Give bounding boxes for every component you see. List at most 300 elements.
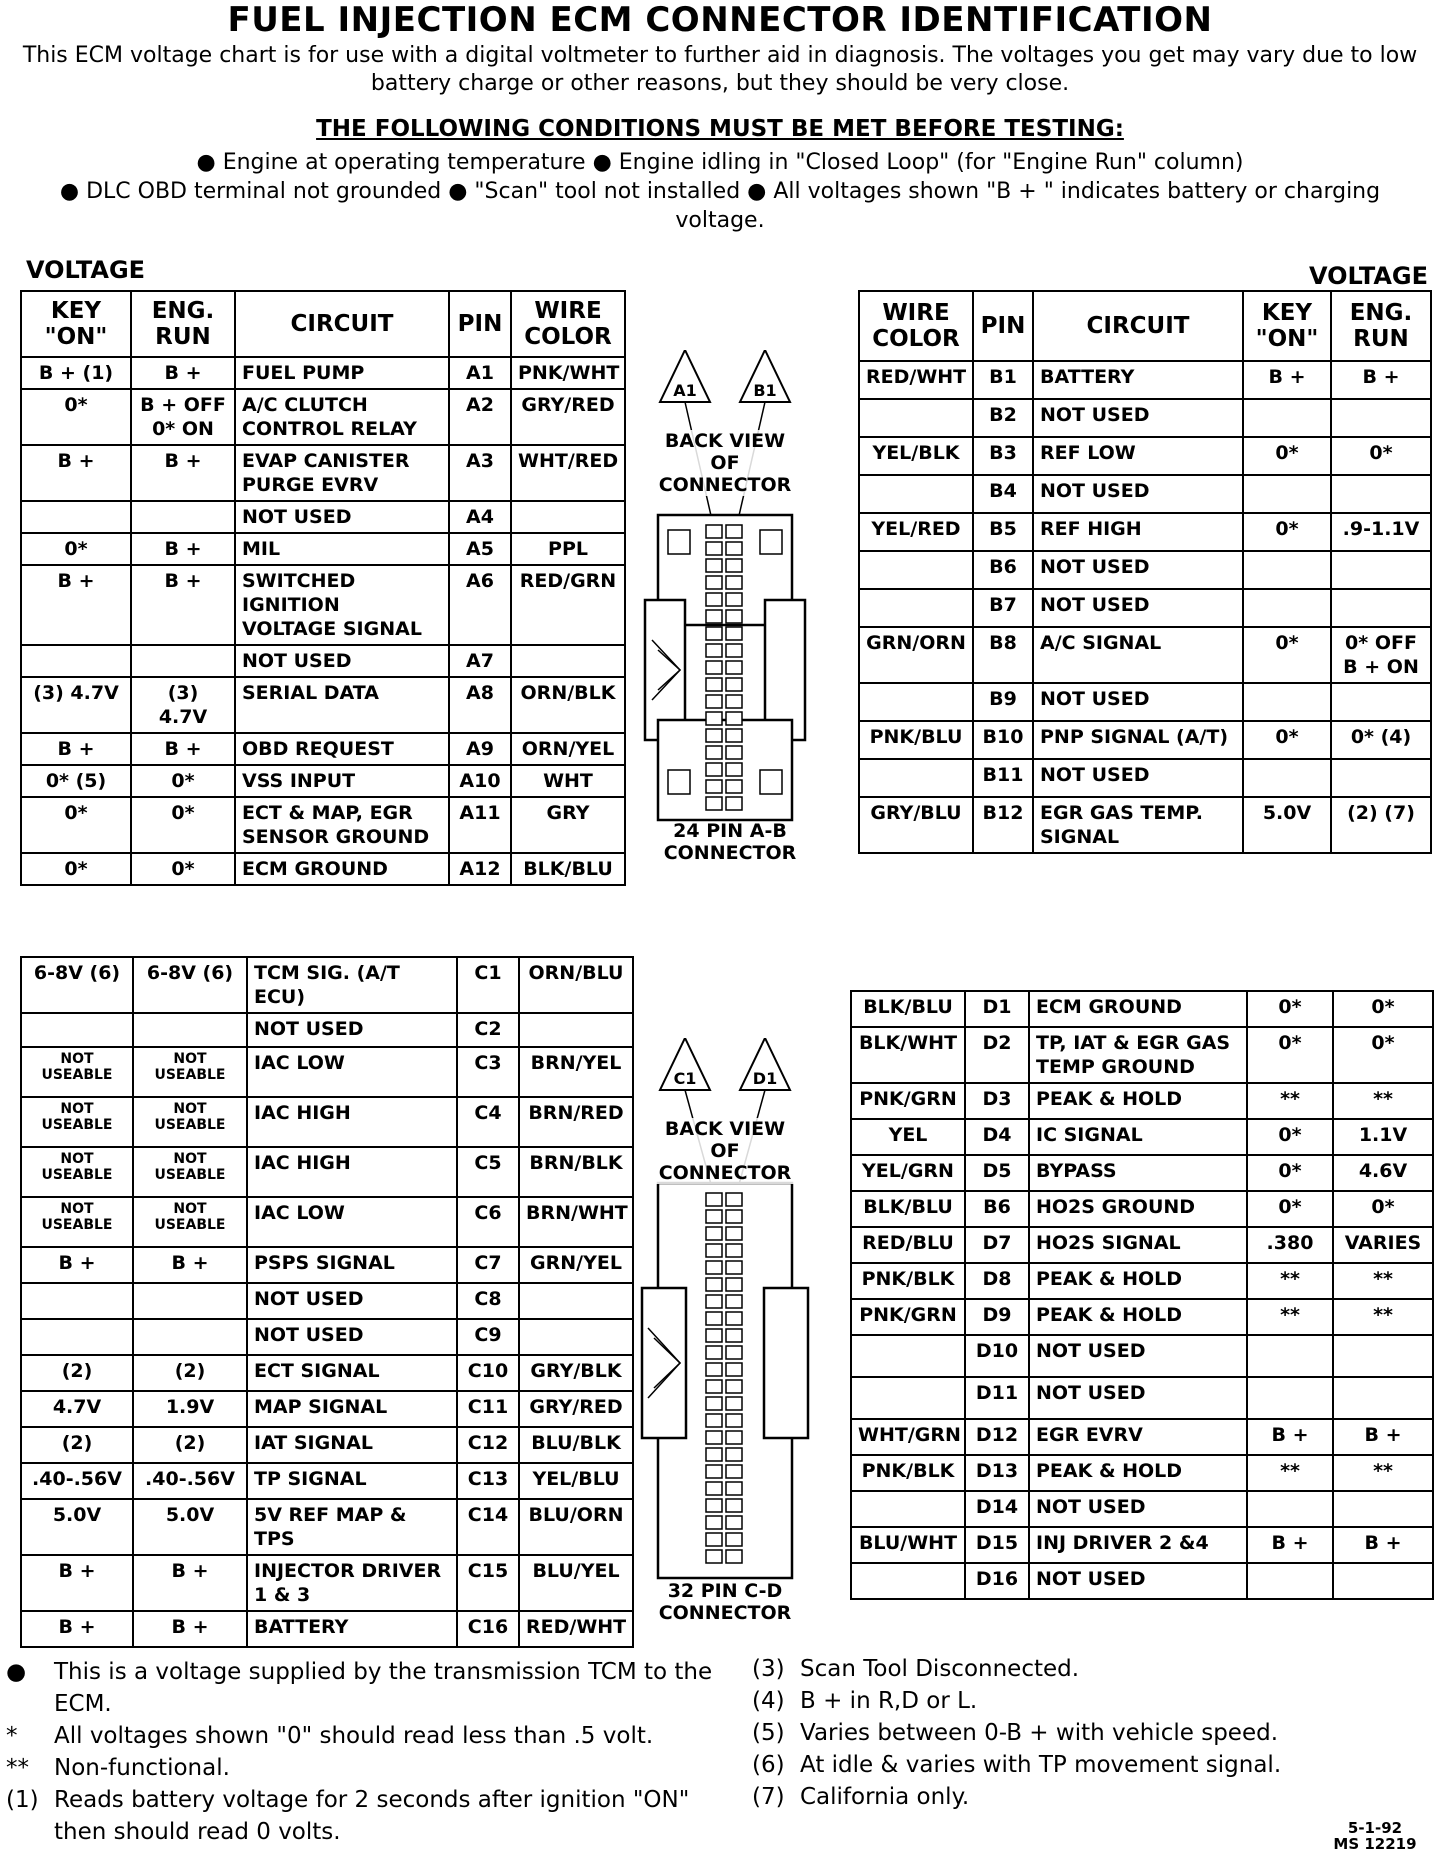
cell-wire-color [859, 683, 973, 721]
footnotes-left [6, 1656, 716, 1848]
cell-pin: B2 [973, 399, 1033, 437]
cell-pin: A9 [449, 733, 511, 765]
table-row [21, 645, 625, 677]
cell-circuit: EGR GAS TEMP. SIGNAL [1033, 797, 1243, 853]
connector-ab-diagram [640, 350, 840, 850]
connector-cd-pin-right: D1 [752, 1069, 778, 1088]
connector-pin-cavity [706, 627, 722, 640]
cell-key-on: .380 [1247, 1227, 1333, 1263]
table-row [21, 1499, 633, 1555]
cell-circuit: BYPASS [1029, 1155, 1247, 1191]
cell-pin: D5 [965, 1155, 1029, 1191]
cell-key-on [21, 501, 131, 533]
cell-eng-run [131, 645, 235, 677]
cell-pin: A7 [449, 645, 511, 677]
stamp-code: MS 12219 [1333, 1835, 1417, 1853]
cell-pin: D3 [965, 1083, 1029, 1119]
cell-eng-run: 4.6V [1333, 1155, 1433, 1191]
cell-wire-color: BLU/WHT [851, 1527, 965, 1563]
cell-eng-run [1331, 399, 1431, 437]
cell-key-on: (3) 4.7V [21, 677, 131, 733]
connector-pin-cavity [706, 661, 722, 674]
cell-pin: B12 [973, 797, 1033, 853]
header-circuit: CIRCUIT [235, 291, 449, 357]
table-row [21, 853, 625, 885]
cell-pin: D4 [965, 1119, 1029, 1155]
table-row [851, 991, 1433, 1027]
table-row [21, 1427, 633, 1463]
cell-wire-color: GRN/ORN [859, 627, 973, 683]
footnote-text: Non-functional. [54, 1755, 230, 1781]
connector-pin-cavity [726, 1499, 742, 1512]
cell-pin: C7 [457, 1247, 519, 1283]
cell-key-on: B + [21, 1555, 133, 1611]
footnote [752, 1749, 1392, 1781]
connector-pin-cavity [706, 678, 722, 691]
table-row [859, 475, 1431, 513]
cell-eng-run [1331, 475, 1431, 513]
header-wire-color: WIRE COLOR [859, 291, 973, 361]
cell-pin: B6 [973, 551, 1033, 589]
table-row [21, 357, 625, 389]
cell-eng-run: 0* OFF B + ON [1331, 627, 1431, 683]
cell-key-on [1247, 1377, 1333, 1419]
cell-eng-run: B + [1331, 361, 1431, 399]
connector-pin-cavity [706, 1278, 722, 1291]
cell-circuit: IAC HIGH [247, 1097, 457, 1147]
connector-pin-cavity [726, 644, 742, 657]
cell-circuit: NOT USED [1029, 1563, 1247, 1599]
cell-pin: B5 [973, 513, 1033, 551]
cell-key-on [1247, 1335, 1333, 1377]
cell-wire-color: WHT/RED [511, 445, 625, 501]
table-row [21, 1197, 633, 1247]
cell-key-on: 0* [21, 797, 131, 853]
cell-circuit: A/C CLUTCH CONTROL RELAY [235, 389, 449, 445]
footnote [752, 1717, 1392, 1749]
cell-eng-run: ** [1333, 1083, 1433, 1119]
connector-pin-cavity [706, 729, 722, 742]
cell-key-on: 0* (5) [21, 765, 131, 797]
cell-wire-color: RED/WHT [519, 1611, 633, 1647]
cell-eng-run [1331, 683, 1431, 721]
cell-circuit: IAC LOW [247, 1197, 457, 1247]
page-title: FUEL INJECTION ECM CONNECTOR IDENTIFICATION [227, 0, 1213, 40]
footnote-text: All voltages shown "0" should read less than .5 volt. [54, 1723, 654, 1749]
table-row [851, 1377, 1433, 1419]
cell-pin: C3 [457, 1047, 519, 1097]
connector-pin-cavity [706, 1244, 722, 1257]
cell-circuit: INJECTOR DRIVER 1 & 3 [247, 1555, 457, 1611]
connector-pin-cavity [706, 1363, 722, 1376]
footnote-text: Scan Tool Disconnected. [800, 1656, 1080, 1682]
connector-pin-cavity [726, 1397, 742, 1410]
cell-pin: C4 [457, 1097, 519, 1147]
cell-key-on: 5.0V [21, 1499, 133, 1555]
footnote-mark: * [6, 1723, 18, 1749]
table-row [859, 683, 1431, 721]
cell-circuit: NOT USED [235, 501, 449, 533]
connector-pin-cavity [726, 1550, 742, 1563]
cell-circuit: OBD REQUEST [235, 733, 449, 765]
cell-wire-color: RED/BLU [851, 1227, 965, 1263]
cell-eng-run [1333, 1377, 1433, 1419]
conditions-heading: THE FOLLOWING CONDITIONS MUST BE MET BEFORE TESTING: [316, 116, 1124, 142]
table-row [21, 1355, 633, 1391]
cell-circuit: NOT USED [247, 1013, 457, 1047]
cell-wire-color: BRN/RED [519, 1097, 633, 1147]
cell-pin: A8 [449, 677, 511, 733]
cell-pin: A11 [449, 797, 511, 853]
cell-key-on: 5.0V [1243, 797, 1331, 853]
cell-wire-color: PNK/WHT [511, 357, 625, 389]
cell-eng-run: 6-8V (6) [133, 957, 247, 1013]
document-stamp [1320, 1820, 1430, 1852]
cell-circuit: SWITCHED IGNITION VOLTAGE SIGNAL [235, 565, 449, 645]
cell-key-on: B + [1247, 1419, 1333, 1455]
connector-pin-cavity [726, 610, 742, 623]
connector-pin-cavity [726, 1244, 742, 1257]
cell-pin: D15 [965, 1527, 1029, 1563]
connector-pin-cavity [706, 1414, 722, 1427]
cell-key-on [1243, 759, 1331, 797]
footnote-mark: (1) [6, 1787, 39, 1813]
cell-circuit: MIL [235, 533, 449, 565]
table-row [21, 1047, 633, 1097]
cell-circuit: ECM GROUND [1029, 991, 1247, 1027]
connector-pin-cavity [726, 729, 742, 742]
cell-wire-color: WHT/GRN [851, 1419, 965, 1455]
cell-key-on: NOT USEABLE [21, 1047, 133, 1097]
cell-eng-run: 1.9V [133, 1391, 247, 1427]
cell-pin: A12 [449, 853, 511, 885]
table-row [851, 1227, 1433, 1263]
cell-key-on: 0* [1247, 991, 1333, 1027]
cell-circuit: PSPS SIGNAL [247, 1247, 457, 1283]
cell-key-on: 0* [21, 853, 131, 885]
cell-eng-run: B + [131, 565, 235, 645]
footnote-text: At idle & varies with TP movement signal. [800, 1752, 1282, 1778]
cell-eng-run: B + [131, 533, 235, 565]
cell-circuit: HO2S GROUND [1029, 1191, 1247, 1227]
cell-circuit: 5V REF MAP & TPS [247, 1499, 457, 1555]
cell-wire-color [859, 399, 973, 437]
connector-pin-cavity [706, 1448, 722, 1461]
connector-cd-back-view: BACK VIEW OF CONNECTOR [640, 1118, 810, 1184]
cell-pin: C12 [457, 1427, 519, 1463]
table-row [21, 533, 625, 565]
cell-wire-color: GRY/RED [519, 1391, 633, 1427]
cell-circuit: BATTERY [247, 1611, 457, 1647]
intro-text: This ECM voltage chart is for use with a digital voltmeter to further aid in diagnosis. The voltages you get may vary due to low battery charge or other reasons, but they should be very close. [22, 43, 1418, 96]
connector-ab-drawing [640, 350, 840, 850]
header-eng-run: ENG. RUN [131, 291, 235, 357]
connector-ab-pin-left: A1 [673, 381, 697, 400]
connector-pin-cavity [706, 1329, 722, 1342]
table-row [851, 1527, 1433, 1563]
cell-circuit: PNP SIGNAL (A/T) [1033, 721, 1243, 759]
table-row [21, 733, 625, 765]
cell-wire-color: YEL/BLU [519, 1463, 633, 1499]
cell-wire-color: PNK/BLK [851, 1263, 965, 1299]
cell-key-on [1243, 551, 1331, 589]
connector-pin-cavity [726, 1329, 742, 1342]
cell-circuit: MAP SIGNAL [247, 1391, 457, 1427]
cell-eng-run [1333, 1491, 1433, 1527]
footnote-text: California only. [800, 1784, 970, 1810]
cell-key-on: 0* [1247, 1191, 1333, 1227]
cell-pin: D9 [965, 1299, 1029, 1335]
connector-pin-cavity [726, 712, 742, 725]
cell-eng-run: 5.0V [133, 1499, 247, 1555]
cell-circuit: FUEL PUMP [235, 357, 449, 389]
cell-eng-run: B + [1333, 1527, 1433, 1563]
connector-cd-diagram [640, 1038, 840, 1598]
cell-eng-run: (2) [133, 1355, 247, 1391]
cell-key-on [1247, 1563, 1333, 1599]
cell-key-on: (2) [21, 1355, 133, 1391]
cell-wire-color: RED/GRN [511, 565, 625, 645]
connector-pin-cavity [726, 1414, 742, 1427]
cell-circuit: TP, IAT & EGR GAS TEMP GROUND [1029, 1027, 1247, 1083]
cell-wire-color: YEL/RED [859, 513, 973, 551]
connector-pin-cavity [706, 1380, 722, 1393]
cell-circuit: IC SIGNAL [1029, 1119, 1247, 1155]
cell-pin: A1 [449, 357, 511, 389]
table-row [859, 589, 1431, 627]
cell-key-on: B + (1) [21, 357, 131, 389]
cell-circuit: IAC LOW [247, 1047, 457, 1097]
connector-pin-cavity [706, 797, 722, 810]
header-wire-color: WIRE COLOR [511, 291, 625, 357]
cell-key-on: 0* [1243, 627, 1331, 683]
cell-pin: D10 [965, 1335, 1029, 1377]
table-row [851, 1191, 1433, 1227]
connector-cd-pin-left: C1 [673, 1069, 697, 1088]
cell-key-on: 0* [1243, 437, 1331, 475]
table-row [851, 1335, 1433, 1377]
cell-circuit: NOT USED [247, 1319, 457, 1355]
cell-key-on: NOT USEABLE [21, 1147, 133, 1197]
cell-pin: D16 [965, 1563, 1029, 1599]
table-row [851, 1083, 1433, 1119]
cell-pin: D8 [965, 1263, 1029, 1299]
cell-eng-run: NOT USEABLE [133, 1147, 247, 1197]
cell-eng-run: 0* [1333, 991, 1433, 1027]
connector-pin-cavity [706, 593, 722, 606]
footnote-mark: ** [6, 1755, 29, 1781]
cell-eng-run: NOT USEABLE [133, 1197, 247, 1247]
cell-pin: D2 [965, 1027, 1029, 1083]
connector-pin-cavity [726, 1431, 742, 1444]
table-row [851, 1299, 1433, 1335]
cell-key-on [21, 1013, 133, 1047]
footnote [6, 1720, 716, 1752]
connector-pin-cavity [726, 1278, 742, 1291]
connector-pin-cavity [706, 1431, 722, 1444]
cell-key-on: 4.7V [21, 1391, 133, 1427]
cell-key-on: NOT USEABLE [21, 1097, 133, 1147]
footnote-text: Reads battery voltage for 2 seconds after ignition "ON" then should read 0 volts. [54, 1787, 690, 1845]
cell-key-on [1243, 589, 1331, 627]
cell-key-on: 0* [1243, 721, 1331, 759]
cell-eng-run: 0* [131, 797, 235, 853]
table-row [21, 797, 625, 853]
conditions-line-2: ● DLC OBD terminal not grounded ● "Scan" tool not installed ● All voltages shown "B + " indicates battery or charging voltage. [59, 179, 1381, 233]
cell-circuit: EGR EVRV [1029, 1419, 1247, 1455]
table-row [21, 1013, 633, 1047]
cell-eng-run [1331, 551, 1431, 589]
cell-wire-color: GRY [511, 797, 625, 853]
cell-key-on [1243, 683, 1331, 721]
cell-wire-color: YEL/GRN [851, 1155, 965, 1191]
connector-pin-cavity [706, 1482, 722, 1495]
cell-pin: C6 [457, 1197, 519, 1247]
cell-eng-run: B + [131, 733, 235, 765]
connector-pin-cavity [706, 1261, 722, 1274]
table-row [859, 361, 1431, 399]
cell-circuit: NOT USED [1029, 1335, 1247, 1377]
cell-key-on: 0* [21, 533, 131, 565]
cell-eng-run [1333, 1335, 1433, 1377]
cell-wire-color: PNK/GRN [851, 1083, 965, 1119]
connector-pin-cavity [706, 1346, 722, 1359]
cell-eng-run: 0* [131, 765, 235, 797]
cell-eng-run: ** [1333, 1263, 1433, 1299]
connector-pin-cavity [726, 746, 742, 759]
table-b-pins [858, 290, 1432, 854]
connector-pin-cavity [726, 1380, 742, 1393]
cell-circuit: EVAP CANISTER PURGE EVRV [235, 445, 449, 501]
table-row [851, 1119, 1433, 1155]
cell-wire-color: RED/WHT [859, 361, 973, 399]
conditions-line-1: ● Engine at operating temperature ● Engine idling in "Closed Loop" (for "Engine Run" column) [196, 150, 1244, 175]
cell-circuit: REF HIGH [1033, 513, 1243, 551]
connector-pin-cavity [726, 1312, 742, 1325]
cell-pin: A3 [449, 445, 511, 501]
connector-pin-cavity [726, 678, 742, 691]
cell-pin: C11 [457, 1391, 519, 1427]
cell-circuit: ECT SIGNAL [247, 1355, 457, 1391]
table-row [21, 501, 625, 533]
cell-pin: D11 [965, 1377, 1029, 1419]
table-row [859, 513, 1431, 551]
table-row [21, 1555, 633, 1611]
cell-circuit: A/C SIGNAL [1033, 627, 1243, 683]
cell-wire-color [511, 645, 625, 677]
connector-pin-cavity [726, 627, 742, 640]
cell-wire-color: BLU/YEL [519, 1555, 633, 1611]
cell-circuit: NOT USED [1033, 475, 1243, 513]
footnote-text: B + in R,D or L. [800, 1688, 978, 1714]
cell-wire-color: ORN/YEL [511, 733, 625, 765]
table-row [851, 1455, 1433, 1491]
cell-key-on: B + [21, 733, 131, 765]
cell-eng-run: 0* [1331, 437, 1431, 475]
connector-pin-cavity [726, 559, 742, 572]
cell-pin: C5 [457, 1147, 519, 1197]
table-row [21, 1247, 633, 1283]
footnote-mark: (7) [752, 1784, 785, 1810]
cell-key-on: 0* [21, 389, 131, 445]
footnotes-right [752, 1653, 1392, 1813]
cell-eng-run: .40-.56V [133, 1463, 247, 1499]
cell-wire-color [519, 1283, 633, 1319]
cell-wire-color: PNK/BLU [859, 721, 973, 759]
cell-eng-run [1331, 759, 1431, 797]
connector-pin-cavity [726, 1210, 742, 1223]
cell-eng-run: NOT USEABLE [133, 1097, 247, 1147]
cell-circuit: IAC HIGH [247, 1147, 457, 1197]
connector-pin-cavity [706, 1550, 722, 1563]
cell-eng-run: 0* [1333, 1027, 1433, 1083]
cell-circuit: HO2S SIGNAL [1029, 1227, 1247, 1263]
cell-circuit: IAT SIGNAL [247, 1427, 457, 1463]
cell-circuit: ECT & MAP, EGR SENSOR GROUND [235, 797, 449, 853]
cell-pin: B11 [973, 759, 1033, 797]
cell-key-on: B + [1247, 1527, 1333, 1563]
cell-eng-run: .9-1.1V [1331, 513, 1431, 551]
cell-key-on [21, 1319, 133, 1355]
cell-pin: D12 [965, 1419, 1029, 1455]
cell-wire-color: GRN/YEL [519, 1247, 633, 1283]
connector-pin-cavity [706, 1499, 722, 1512]
footnote-mark: (3) [752, 1656, 785, 1682]
voltage-label-left: VOLTAGE [26, 256, 146, 284]
connector-ab-back-view: BACK VIEW OF CONNECTOR [640, 430, 810, 496]
connector-pin-cavity [706, 610, 722, 623]
table-row [21, 1147, 633, 1197]
stamp-date: 5-1-92 [1347, 1819, 1403, 1837]
cell-circuit: PEAK & HOLD [1029, 1455, 1247, 1491]
cell-pin: C2 [457, 1013, 519, 1047]
cell-key-on [1243, 475, 1331, 513]
cell-eng-run: (2) [133, 1427, 247, 1463]
table-row [21, 1283, 633, 1319]
cell-eng-run: B + [133, 1555, 247, 1611]
cell-pin: A4 [449, 501, 511, 533]
cell-eng-run: 1.1V [1333, 1119, 1433, 1155]
footnote-text: This is a voltage supplied by the transmission TCM to the ECM. [54, 1659, 713, 1717]
cell-circuit: REF LOW [1033, 437, 1243, 475]
table-row [21, 1463, 633, 1499]
cell-pin: C1 [457, 957, 519, 1013]
connector-pin-cavity [726, 1227, 742, 1240]
connector-ab-label: 24 PIN A-B CONNECTOR [663, 820, 797, 864]
cell-pin: B4 [973, 475, 1033, 513]
connector-pin-cavity [726, 1295, 742, 1308]
cell-key-on [21, 645, 131, 677]
cell-eng-run: VARIES [1333, 1227, 1433, 1263]
cell-wire-color: BLK/BLU [851, 991, 965, 1027]
cell-circuit: PEAK & HOLD [1029, 1083, 1247, 1119]
cell-pin: B10 [973, 721, 1033, 759]
cell-wire-color: PPL [511, 533, 625, 565]
cell-pin: B8 [973, 627, 1033, 683]
cell-key-on [1247, 1491, 1333, 1527]
cell-circuit: TP SIGNAL [247, 1463, 457, 1499]
cell-wire-color: WHT [511, 765, 625, 797]
cell-pin: D7 [965, 1227, 1029, 1263]
cell-wire-color: ORN/BLK [511, 677, 625, 733]
connector-pin-cavity [706, 1295, 722, 1308]
footnote [752, 1653, 1392, 1685]
connector-pin-cavity [726, 593, 742, 606]
cell-wire-color: GRY/RED [511, 389, 625, 445]
cell-circuit: INJ DRIVER 2 &4 [1029, 1527, 1247, 1563]
cell-wire-color: BLK/BLU [511, 853, 625, 885]
header-eng-run: ENG. RUN [1331, 291, 1431, 361]
